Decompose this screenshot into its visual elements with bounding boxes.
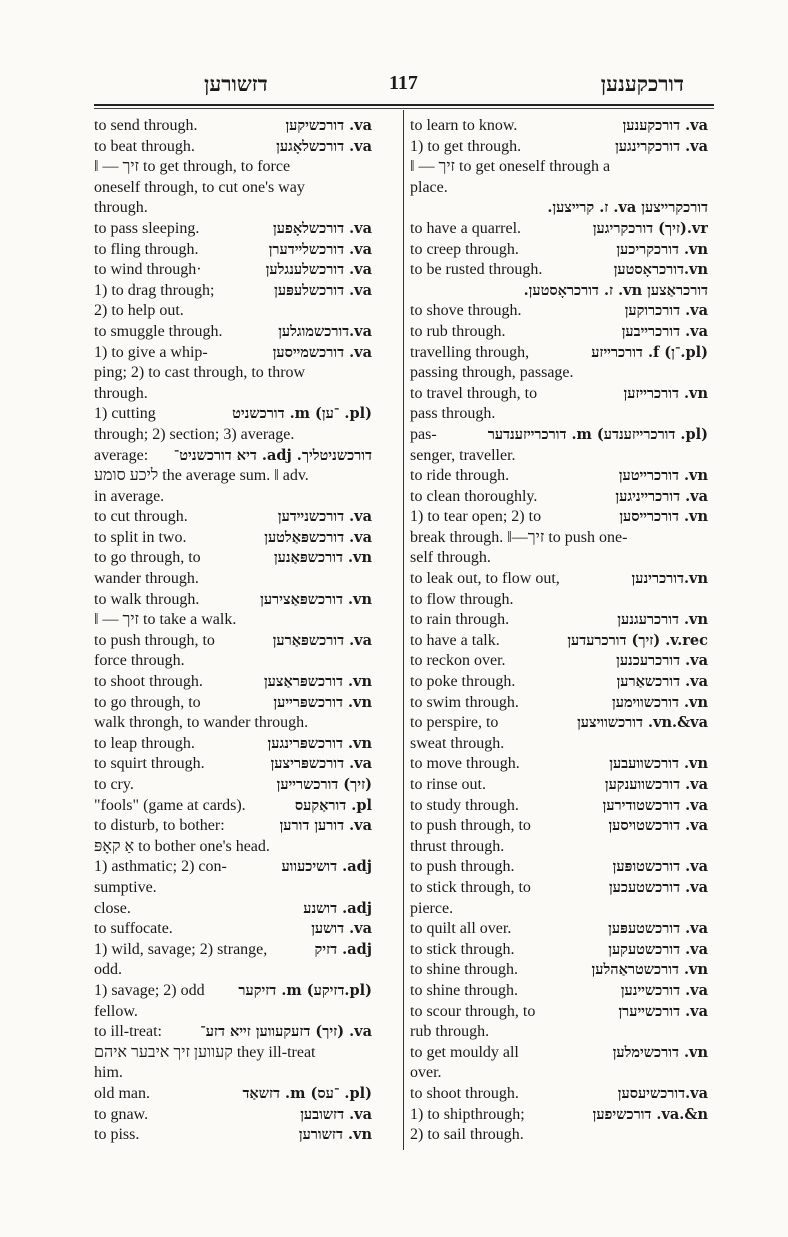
english-gloss: ליכע סומע the average sum. ‖ adv. bbox=[94, 467, 309, 485]
english-gloss: to scour through, to bbox=[410, 1002, 536, 1020]
dictionary-line bbox=[94, 590, 372, 611]
english-gloss: wander through. bbox=[94, 570, 199, 588]
english-gloss: to shoot through. bbox=[94, 673, 203, 691]
dictionary-line bbox=[94, 1063, 372, 1084]
dictionary-line bbox=[410, 693, 708, 714]
headword: vn. דורכשפּרינגען bbox=[267, 734, 372, 752]
english-gloss: to shoot through. bbox=[410, 1084, 519, 1102]
headword: vn. דורכשפּראַצען bbox=[263, 673, 372, 691]
english-gloss: 1) to tear open; 2) to bbox=[410, 508, 542, 526]
headword: va. דורכשטעפּען bbox=[608, 920, 708, 938]
english-gloss: to rub through. bbox=[410, 322, 506, 340]
headword: vr.(זיך) דורכקריגען bbox=[592, 219, 708, 237]
english-gloss: 1) to give a whip- bbox=[94, 343, 208, 361]
dictionary-line bbox=[410, 610, 708, 631]
english-gloss: 1) to get through. bbox=[410, 137, 522, 155]
dictionary-line bbox=[410, 919, 708, 940]
headword: va.דורכשיעסען bbox=[617, 1084, 708, 1102]
english-gloss: self through. bbox=[410, 549, 491, 567]
headword: vn. דורכשטראַהלען bbox=[591, 961, 708, 979]
english-gloss: pierce. bbox=[410, 899, 454, 917]
headword: vn. דורכרײטען bbox=[618, 467, 708, 485]
english-gloss: to go through, to bbox=[94, 693, 201, 711]
english-gloss: to leap through. bbox=[94, 734, 195, 752]
header-rule-thin bbox=[94, 108, 714, 109]
dictionary-line bbox=[410, 446, 708, 467]
dictionary-line bbox=[94, 116, 372, 137]
english-gloss: to gnaw. bbox=[94, 1105, 149, 1123]
headword: va.&n. דורכשיפען bbox=[592, 1105, 708, 1123]
headword: vn. דורכשפּאַצירען bbox=[260, 590, 372, 608]
dictionary-line bbox=[94, 1022, 372, 1043]
headword: va. דורכשלײדערן bbox=[268, 240, 372, 258]
english-gloss: to be rusted through. bbox=[410, 261, 543, 279]
dictionary-line bbox=[410, 404, 708, 425]
dictionary-line bbox=[410, 816, 708, 837]
dictionary-line bbox=[410, 548, 708, 569]
dictionary-line bbox=[410, 343, 708, 364]
headword: vn. דורכשפּאַנען bbox=[273, 549, 372, 567]
dictionary-line bbox=[410, 425, 708, 446]
headword: vn. דורכשוועבען bbox=[609, 755, 708, 773]
english-gloss: to piss. bbox=[94, 1126, 140, 1144]
english-gloss: place. bbox=[410, 178, 448, 196]
dictionary-line bbox=[410, 940, 708, 961]
dictionary-line bbox=[94, 734, 372, 755]
headword: vn. דורכקריכען bbox=[616, 240, 708, 258]
headword: adj. דושיכעווע bbox=[281, 858, 372, 876]
headword: (pl.דזיקע) m. דזיקער bbox=[238, 981, 372, 999]
english-gloss: 2) to sail through. bbox=[410, 1126, 524, 1144]
headword: va. דורכשלעפּען bbox=[274, 281, 372, 299]
english-gloss: to ill-treat: bbox=[94, 1023, 162, 1041]
dictionary-line bbox=[94, 899, 372, 920]
english-gloss: average: bbox=[94, 446, 149, 464]
english-gloss: ‖ — זיך to get oneself through a bbox=[410, 158, 611, 176]
dictionary-line bbox=[94, 1105, 372, 1126]
headword: vn. דזשורען bbox=[298, 1126, 372, 1144]
dictionary-line bbox=[94, 343, 372, 364]
headword: va. דורכשיקען bbox=[285, 117, 372, 134]
english-gloss: pass through. bbox=[410, 405, 496, 423]
dictionary-line bbox=[94, 693, 372, 714]
dictionary-line bbox=[410, 899, 708, 920]
dictionary-line bbox=[410, 466, 708, 487]
english-gloss: to move through. bbox=[410, 755, 520, 773]
english-gloss: to go through, to bbox=[94, 549, 201, 567]
dictionary-line bbox=[94, 219, 372, 240]
headword: va. דורכשפּאַרען bbox=[272, 631, 372, 649]
dictionary-line bbox=[94, 404, 372, 425]
headword: vn.&va. דורכשוויצען bbox=[577, 714, 708, 732]
english-gloss: to cry. bbox=[94, 776, 134, 793]
headword: va. דורכשטויסען bbox=[608, 817, 708, 835]
dictionary-line bbox=[94, 446, 372, 467]
english-gloss: 1) wild, savage; 2) strange, bbox=[94, 940, 268, 958]
english-gloss: close. bbox=[94, 899, 131, 917]
headword: (pl.־ן) f. דורכרײזע bbox=[591, 343, 708, 361]
header-right-guideword: דורכקענען bbox=[600, 72, 684, 96]
english-gloss: to shine through. bbox=[410, 981, 518, 999]
english-gloss: to wind through· bbox=[94, 261, 202, 279]
dictionary-line bbox=[94, 1084, 372, 1105]
headword: va. דורכרײבען bbox=[621, 322, 708, 340]
left-column bbox=[94, 116, 372, 1146]
english-gloss: to ride through. bbox=[410, 467, 510, 485]
dictionary-line bbox=[94, 281, 372, 302]
english-gloss: ‖ — זיך to get through, to force bbox=[94, 158, 291, 176]
page-number: 117 bbox=[389, 72, 418, 94]
headword: va. דורכשווענקען bbox=[604, 776, 708, 793]
dictionary-line bbox=[410, 713, 708, 734]
headword: va. דזשובען bbox=[300, 1105, 372, 1123]
headword: vn. דורכרײסען bbox=[619, 508, 708, 526]
dictionary-line bbox=[410, 672, 708, 693]
header-rule bbox=[94, 104, 714, 106]
dictionary-line bbox=[94, 322, 372, 343]
english-gloss: odd. bbox=[94, 961, 122, 979]
dictionary-line bbox=[410, 878, 708, 899]
english-gloss: to shine through. bbox=[410, 961, 518, 979]
dictionary-line bbox=[94, 1002, 372, 1023]
headword: vn. דורכשימלען bbox=[612, 1043, 708, 1061]
english-gloss: to have a talk. bbox=[410, 631, 500, 649]
headword: adj. דושנע bbox=[303, 899, 372, 917]
dictionary-line bbox=[410, 507, 708, 528]
english-gloss: to fling through. bbox=[94, 240, 199, 258]
dictionary-line bbox=[410, 631, 708, 652]
dictionary-line bbox=[94, 363, 372, 384]
headword: va. דורכשטופּען bbox=[612, 858, 708, 876]
english-gloss: to push through. bbox=[410, 858, 515, 876]
dictionary-line bbox=[410, 157, 708, 178]
headword: va. דורכשלאָגען bbox=[276, 137, 372, 155]
english-gloss: to study through. bbox=[410, 796, 519, 814]
dictionary-line bbox=[410, 1002, 708, 1023]
english-gloss: to disturb, to bother: bbox=[94, 817, 225, 835]
headword: vn. דורכרעגנען bbox=[617, 611, 708, 629]
dictionary-line bbox=[410, 301, 708, 322]
dictionary-line bbox=[410, 1105, 708, 1126]
dictionary-line bbox=[410, 857, 708, 878]
dictionary-line bbox=[94, 713, 372, 734]
dictionary-line bbox=[410, 322, 708, 343]
english-gloss: through; 2) section; 3) average. bbox=[94, 425, 295, 443]
english-gloss: in average. bbox=[94, 487, 165, 505]
headword: va. דורכשפּאַלטען bbox=[264, 528, 372, 546]
dictionary-line bbox=[410, 240, 708, 261]
dictionary-line bbox=[94, 260, 372, 281]
dictionary-line bbox=[410, 1063, 708, 1084]
dictionary-line bbox=[410, 198, 708, 219]
dictionary-line bbox=[410, 528, 708, 549]
english-gloss: to perspire, to bbox=[410, 714, 499, 732]
dictionary-line bbox=[410, 775, 708, 796]
headword: adj. דזיק bbox=[314, 940, 372, 958]
column-divider bbox=[403, 110, 404, 1150]
dictionary-line bbox=[94, 569, 372, 590]
english-gloss: "fools" (game at cards). bbox=[94, 796, 246, 814]
english-gloss: ping; 2) to cast through, to throw bbox=[94, 364, 306, 382]
english-gloss: to shove through. bbox=[410, 302, 522, 320]
english-gloss: to smuggle through. bbox=[94, 322, 223, 340]
dictionary-line bbox=[94, 507, 372, 528]
dictionary-line bbox=[94, 157, 372, 178]
dictionary-line bbox=[94, 178, 372, 199]
dictionary-line bbox=[94, 651, 372, 672]
dictionary-line bbox=[94, 919, 372, 940]
english-gloss: to creep through. bbox=[410, 240, 519, 258]
dictionary-line bbox=[410, 219, 708, 240]
headword: va. (זיך) דזעקעווען זײא דזע־ bbox=[200, 1023, 372, 1041]
dictionary-line bbox=[94, 384, 372, 405]
dictionary-line bbox=[94, 837, 372, 858]
headword: va. דורכשטעקען bbox=[608, 940, 708, 958]
headword: דורכראַצען vn. ז. דורכראָסטען. bbox=[523, 281, 708, 299]
dictionary-line bbox=[410, 1125, 708, 1146]
headword: v.rec. (זיך) דורכרעדען bbox=[567, 631, 708, 649]
english-gloss: 1) to drag through; bbox=[94, 281, 215, 299]
dictionary-line bbox=[94, 466, 372, 487]
headword: דורכקרײצען va. ז. קרײצען. bbox=[547, 199, 708, 217]
page-header bbox=[94, 72, 714, 102]
headword: va. דורכקענען bbox=[622, 117, 708, 134]
dictionary-line bbox=[94, 816, 372, 837]
english-gloss: travelling through, bbox=[410, 343, 530, 361]
english-gloss: over. bbox=[410, 1064, 442, 1082]
dictionary-line bbox=[94, 198, 372, 219]
english-gloss: to quilt all over. bbox=[410, 920, 512, 938]
english-gloss: senger, traveller. bbox=[410, 446, 516, 464]
dictionary-line bbox=[410, 754, 708, 775]
dictionary-line bbox=[94, 878, 372, 899]
english-gloss: to leak out, to flow out, bbox=[410, 570, 560, 588]
english-gloss: to stick through. bbox=[410, 940, 515, 958]
english-gloss: to squirt through. bbox=[94, 755, 205, 773]
english-gloss: oneself through, to cut one's way bbox=[94, 178, 305, 196]
english-gloss: to push through, to bbox=[410, 817, 531, 835]
dictionary-line bbox=[410, 281, 708, 302]
dictionary-line bbox=[410, 569, 708, 590]
headword: vn.דורכרינען bbox=[631, 570, 708, 588]
dictionary-line bbox=[94, 754, 372, 775]
dictionary-line bbox=[410, 384, 708, 405]
english-gloss: to suffocate. bbox=[94, 920, 173, 938]
dictionary-line bbox=[410, 837, 708, 858]
dictionary-line bbox=[410, 734, 708, 755]
dictionary-line bbox=[94, 775, 372, 796]
dictionary-line bbox=[410, 137, 708, 158]
headword: va. דורכשײנען bbox=[620, 981, 708, 999]
english-gloss: to rinse out. bbox=[410, 776, 486, 793]
english-gloss: to split in two. bbox=[94, 528, 187, 546]
english-gloss: to get mouldy all bbox=[410, 1043, 519, 1061]
dictionary-line bbox=[410, 260, 708, 281]
headword: va. דורכשײערן bbox=[618, 1002, 708, 1020]
headword: va. דורכשפּריצען bbox=[270, 755, 372, 773]
english-gloss: through. bbox=[94, 384, 148, 402]
dictionary-line bbox=[94, 528, 372, 549]
english-gloss: to have a quarrel. bbox=[410, 219, 522, 237]
dictionary-line bbox=[94, 1043, 372, 1064]
english-gloss: 1) asthmatic; 2) con- bbox=[94, 858, 227, 876]
headword: (pl. ־עס) m. דזשאַד bbox=[242, 1084, 372, 1102]
dictionary-line bbox=[94, 137, 372, 158]
dictionary-line bbox=[410, 116, 708, 137]
dictionary-line bbox=[94, 487, 372, 508]
english-gloss: rub through. bbox=[410, 1023, 490, 1041]
dictionary-line bbox=[94, 940, 372, 961]
headword: va. דורכקרינגען bbox=[615, 137, 708, 155]
english-gloss: to clean thoroughly. bbox=[410, 487, 538, 505]
english-gloss: thrust through. bbox=[410, 837, 505, 855]
dictionary-line bbox=[94, 631, 372, 652]
dictionary-line bbox=[410, 796, 708, 817]
english-gloss: to walk through. bbox=[94, 590, 200, 608]
headword: va. דורכשטעכען bbox=[608, 878, 708, 896]
dictionary-line bbox=[94, 960, 372, 981]
dictionary-line bbox=[410, 590, 708, 611]
dictionary-line bbox=[410, 1022, 708, 1043]
dictionary-line bbox=[94, 1125, 372, 1146]
english-gloss: 1) cutting bbox=[94, 405, 156, 423]
english-gloss: pas- bbox=[410, 425, 437, 443]
english-gloss: to stick through, to bbox=[410, 878, 531, 896]
dictionary-line bbox=[94, 301, 372, 322]
header-left-guideword: דזשורען bbox=[204, 72, 268, 96]
headword: vn. דורכשווימען bbox=[612, 693, 708, 711]
headword: (pl. דורכרײזענדע) m. דורכרײזענדער bbox=[487, 425, 708, 443]
dictionary-line bbox=[410, 960, 708, 981]
dictionary-line bbox=[410, 1084, 708, 1105]
headword: va. דורכשמײסען bbox=[272, 343, 372, 361]
dictionary-line bbox=[94, 548, 372, 569]
english-gloss: to cut through. bbox=[94, 508, 188, 526]
headword: va. דורכרײניגען bbox=[615, 487, 708, 505]
headword: va. דורכשאַרען bbox=[616, 673, 708, 691]
headword: va. דורכרעכנען bbox=[616, 652, 708, 670]
dictionary-line bbox=[410, 487, 708, 508]
english-gloss: 2) to help out. bbox=[94, 302, 184, 320]
dictionary-line bbox=[410, 981, 708, 1002]
english-gloss: to swim through. bbox=[410, 693, 519, 711]
english-gloss: fellow. bbox=[94, 1002, 138, 1020]
dictionary-line bbox=[94, 425, 372, 446]
dictionary-line bbox=[410, 651, 708, 672]
english-gloss: sumptive. bbox=[94, 878, 157, 896]
headword: vn. דורכרײזען bbox=[623, 384, 708, 402]
english-gloss: to rain through. bbox=[410, 611, 510, 629]
dictionary-line bbox=[94, 610, 372, 631]
english-gloss: him. bbox=[94, 1064, 123, 1082]
english-gloss: 1) savage; 2) odd bbox=[94, 981, 205, 999]
dictionary-line bbox=[94, 796, 372, 817]
english-gloss: through. bbox=[94, 199, 148, 217]
headword: vn. דורכשפּרײען bbox=[273, 693, 372, 711]
headword: vn.דורכראָסטען bbox=[613, 261, 708, 279]
english-gloss: 1) to shipthrough; bbox=[410, 1105, 525, 1123]
english-gloss: to travel through, to bbox=[410, 384, 538, 402]
headword: va. דורכשנײדען bbox=[277, 508, 372, 526]
english-gloss: to pass sleeping. bbox=[94, 219, 200, 237]
right-column bbox=[410, 116, 708, 1146]
dictionary-line bbox=[94, 672, 372, 693]
headword: pl. דוראַקעס bbox=[294, 796, 372, 814]
headword: va. דורכרוקען bbox=[624, 302, 708, 320]
english-gloss: old man. bbox=[94, 1084, 150, 1102]
english-gloss: קעווען זיך איבער איהם they ill-treat bbox=[94, 1043, 316, 1061]
dictionary-line bbox=[94, 240, 372, 261]
headword: va. דורכשטודירען bbox=[602, 796, 708, 814]
headword: (זיך) דורכשרײען bbox=[276, 776, 372, 793]
headword: va. דושען bbox=[311, 920, 372, 938]
english-gloss: to flow through. bbox=[410, 590, 514, 608]
headword: דורכשניטליך. adj. דיא דורכשניט־ bbox=[173, 446, 372, 464]
english-gloss: אַ קאָפּ to bother one's head. bbox=[94, 837, 270, 855]
headword: va.דורכשמוגלען bbox=[278, 322, 372, 340]
headword: (pl. ־ען) m. דורכשניט bbox=[232, 405, 372, 423]
english-gloss: ‖ — זיך to take a walk. bbox=[94, 611, 237, 629]
english-gloss: to send through. bbox=[94, 117, 198, 134]
english-gloss: passing through, passage. bbox=[410, 364, 574, 382]
english-gloss: to learn to know. bbox=[410, 117, 518, 134]
english-gloss: force through. bbox=[94, 652, 185, 670]
english-gloss: sweat through. bbox=[410, 734, 505, 752]
dictionary-line bbox=[410, 363, 708, 384]
headword: va. דורכשלאָפען bbox=[273, 219, 372, 237]
dictionary-line bbox=[410, 178, 708, 199]
english-gloss: to reckon over. bbox=[410, 652, 506, 670]
english-gloss: break through. ‖—זיך to push one- bbox=[410, 528, 628, 546]
dictionary-line bbox=[410, 1043, 708, 1064]
headword: va. דורען דורען bbox=[279, 817, 372, 835]
english-gloss: to push through, to bbox=[94, 631, 215, 649]
english-gloss: to poke through. bbox=[410, 673, 516, 691]
dictionary-line bbox=[94, 981, 372, 1002]
headword: va. דורכשלענגלען bbox=[265, 261, 372, 279]
english-gloss: to beat through. bbox=[94, 137, 195, 155]
dictionary-line bbox=[94, 857, 372, 878]
english-gloss: walk throngh, to wander through. bbox=[94, 714, 309, 732]
